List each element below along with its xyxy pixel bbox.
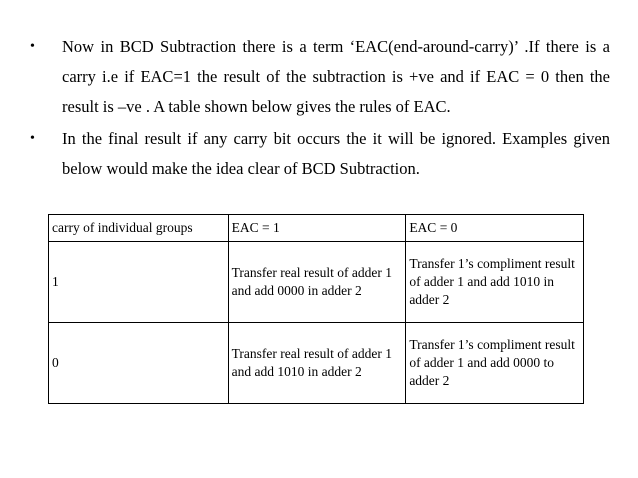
table-cell: Transfer real result of adder 1 and add 0000 in adder 2 <box>228 242 406 323</box>
bullet-list <box>30 32 610 186</box>
bullet-text: Now in BCD Subtraction there is a term ‘EAC(end-around-carry)’ .If there is a carry i.e if EAC=1 the result of the subtraction is +ve and if EAC = 0 then the result is –ve . A table shown below gives the rules of EAC. <box>62 37 610 116</box>
table-cell: 0 <box>49 323 229 404</box>
table-cell: Transfer real result of adder 1 and add 1010 in adder 2 <box>228 323 406 404</box>
eac-rules-table <box>48 214 584 404</box>
bullet-text: In the final result if any carry bit occurs the it will be ignored. Examples given below would make the idea clear of BCD Subtraction. <box>62 129 610 178</box>
bullet-item-1 <box>30 32 610 122</box>
bullet-marker: • <box>30 131 35 146</box>
bullet-marker: • <box>30 39 35 54</box>
table-cell: 1 <box>49 242 229 323</box>
table-header-cell: carry of individual groups <box>49 215 229 242</box>
table-cell: Transfer 1’s compliment result of adder 1 and add 0000 to adder 2 <box>406 323 584 404</box>
table-cell: Transfer 1’s compliment result of adder 1 and add 1010 in adder 2 <box>406 242 584 323</box>
table-row <box>49 323 584 404</box>
table-header-row <box>49 215 584 242</box>
table-header-cell: EAC = 1 <box>228 215 406 242</box>
table-header-cell: EAC = 0 <box>406 215 584 242</box>
table-row <box>49 242 584 323</box>
bullet-item-2 <box>30 124 610 184</box>
